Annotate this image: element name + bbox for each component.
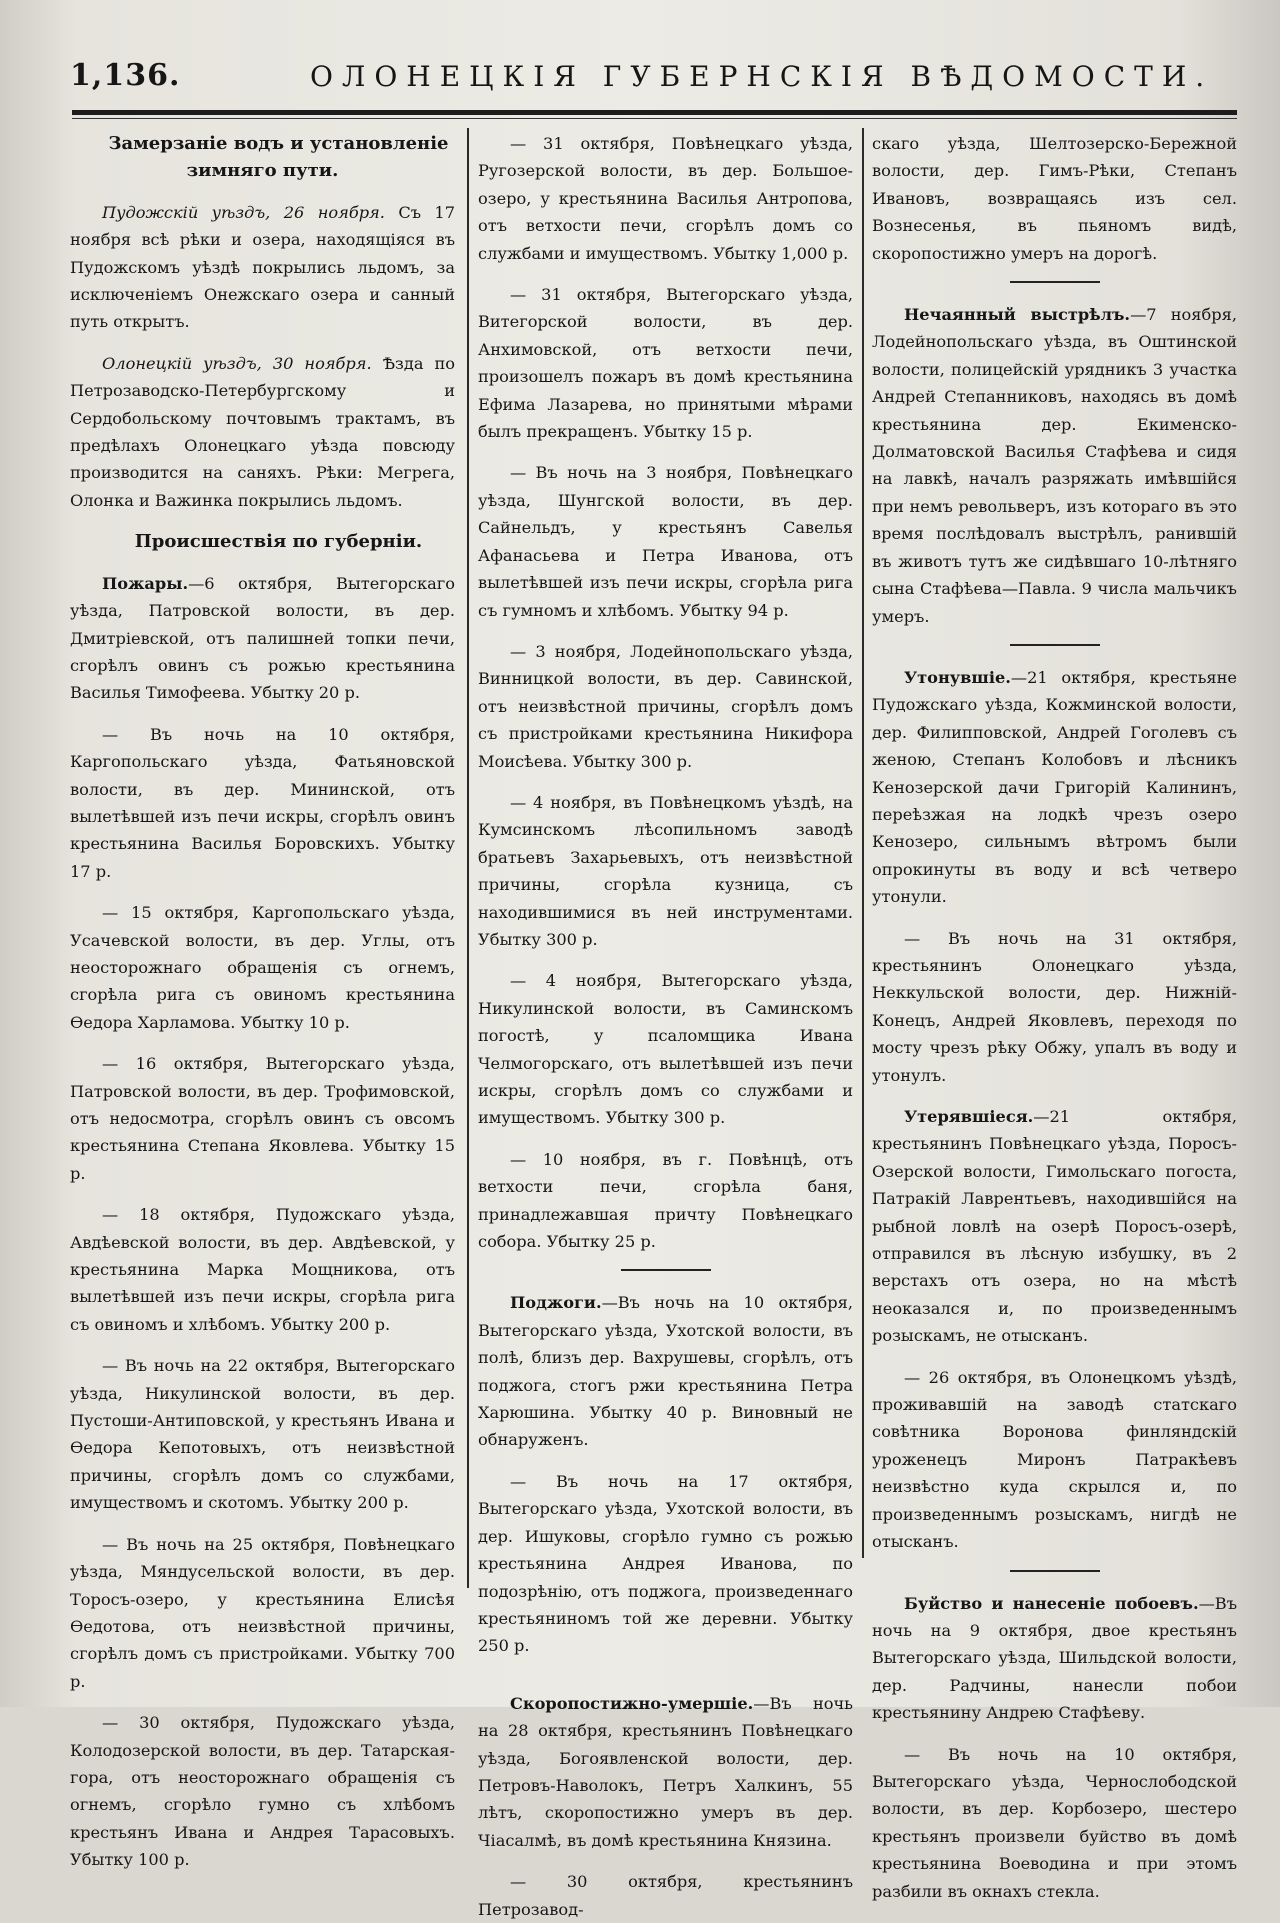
incident-item-continued: скаго уѣзда, Шелтозерско-Бережной волости, дер. Гимъ-Рѣки, Степанъ Ивановъ, возвращаясь изъ сел. Вознесенья, въ пьяномъ видѣ, скоропостижно умеръ на дорогѣ. bbox=[872, 134, 1237, 263]
incident-item bbox=[872, 1103, 1237, 1350]
column-divider-2 bbox=[862, 128, 864, 1558]
header-rule-thin bbox=[72, 118, 1237, 119]
section-heading-freeze: Замерзаніе водъ и установленіе зимняго пути. bbox=[108, 133, 449, 182]
incident-item: — Въ ночь на 22 октября, Вытегорскаго уѣзда, Никулинской волости, въ дер. Пустоши-Антиповской, у крестьянъ Ивана и Ѳедора Кепотовыхъ, отъ неизвѣстной причины, сгорѣлъ домъ со службами, имуществомъ и скотомъ. Убытку 200 р. bbox=[70, 1356, 455, 1513]
incident-item: — Въ ночь на 10 октября, Каргопольскаго уѣзда, Фатьяновской волости, въ дер. Мининской, отъ вылетѣвшей изъ печи искры, сгорѣлъ овинъ крестьянина Василья Боровскихъ. Убытку 17 р. bbox=[70, 724, 455, 881]
page-number: 1,136. bbox=[70, 58, 181, 93]
incident-text: —6 октября, Вытегорскаго уѣзда, Патровской волости, въ дер. Дмитріевской, отъ палишней топки печи, сгорѣлъ овинъ съ рожью крестьянина Василья Тимофеева. Убытку 20 р. bbox=[70, 573, 455, 703]
incident-item: — 30 октября, Пудожскаго уѣзда, Колодозерской волости, въ дер. Татарская-гора, отъ неосторожнаго обращенія съ огнемъ, сгорѣло гумно съ хлѣбомъ крестьянъ Ивана и Андрея Тарасовыхъ. Убытку 100 р. bbox=[70, 1713, 455, 1870]
masthead bbox=[70, 52, 1230, 102]
category-label: Утерявшіеся. bbox=[904, 1107, 1034, 1126]
incident-item bbox=[872, 1590, 1237, 1727]
incident-item: — Въ ночь на 17 октября, Вытегорскаго уѣзда, Ухотской волости, въ дер. Ишуковы, сгорѣло гумно съ рожью крестьянина Андрея Иванова, по подозрѣнію, отъ поджога, произведеннаго крестьяниномъ той же деревни. Убытку 250 р. bbox=[478, 1471, 853, 1656]
category-label: Буйство и нанесеніе побоевъ. bbox=[904, 1593, 1199, 1613]
incident-item: — Въ ночь на 10 октября, Вытегорскаго уѣзда, Чернослободской волости, въ дер. Корбозеро, шестеро крестьянъ произвели буйство въ домѣ крестьянина Воеводина и при этомъ разбили въ окнахъ стекла. bbox=[872, 1744, 1237, 1901]
spacer bbox=[478, 1674, 853, 1690]
incident-item: — 3 ноября, Лодейнопольскаго уѣзда, Винницкой волости, въ дер. Савинской, отъ неизвѣстной причины, сгорѣлъ домъ съ пристройками крестьянина Никифора Моисѣева. Убытку 300 р. bbox=[478, 641, 853, 771]
section-heading-incidents: Происшествія по губерніи. bbox=[134, 531, 423, 553]
incident-item: — 4 ноября, Вытегорскаго уѣзда, Никулинской волости, въ Саминскомъ погостѣ, у псаломщика Ивана Челмогорскаго, отъ вылетѣвшей изъ печи искры, сгорѣлъ домъ со службами и имуществомъ. Убытку 300 р. bbox=[478, 971, 853, 1128]
incident-item: — Въ ночь на 3 ноября, Повѣнецкаго уѣзда, Шунгской волости, въ дер. Сайнельдъ, у крестьянъ Савелья Афанасьева и Петра Иванова, отъ вылетѣвшей изъ печи искры, сгорѣла рига съ гумномъ и хлѣбомъ. Убытку 94 р. bbox=[478, 463, 853, 620]
incident-item: — 26 октября, въ Олонецкомъ уѣздѣ, проживавшій на заводѣ статскаго совѣтника Воронова финляндскій уроженецъ Миронъ Патракѣевъ неизвѣстно куда скрылся и, по произведеннымъ розыскамъ, нигдѣ не отысканъ. bbox=[872, 1367, 1237, 1552]
incident-item: — 31 октября, Вытегорскаго уѣзда, Витегорской волости, въ дер. Анхимовской, отъ ветхости печи, произошелъ пожаръ въ домѣ крестьянина Ефима Лазарева, но принятыми мѣрами былъ прекращенъ. Убытку 15 р. bbox=[478, 285, 853, 442]
category-label: Утонувшіе. bbox=[904, 667, 1011, 687]
incident-item bbox=[872, 301, 1237, 630]
incident-text: —Въ ночь на 10 октября, Вытегорскаго уѣзда, Ухотской волости, въ полѣ, близъ дер. Вахрушевы, сгорѣлъ, отъ поджога, стогъ ржи крестьянина Петра Харюшина. Убытку 40 р. Виновный не обнаруженъ. bbox=[478, 1293, 853, 1450]
incident-text: —Въ ночь на 9 октября, двое крестьянъ Вытегорскаго уѣзда, Шильдской волости, дер. Радчины, нанесли побои крестьянину Андрею Стафѣеву. bbox=[872, 1593, 1237, 1723]
incident-item: — Въ ночь на 31 октября, крестьянинъ Олонецкаго уѣзда, Неккульской волости, дер. Нижній-Конецъ, Андрей Яковлевъ, переходя по мосту чрезъ рѣку Обжу, упалъ въ воду и утонулъ. bbox=[872, 928, 1237, 1085]
column-divider-1 bbox=[467, 128, 469, 1588]
column-3 bbox=[872, 130, 1237, 1901]
category-label: Нечаянный выстрѣлъ. bbox=[904, 305, 1131, 325]
incident-item bbox=[872, 664, 1237, 911]
incident-text: —21 октября, крестьяне Пудожскаго уѣзда, Кожминской волости, дер. Филипповской, Андрей Гоголевъ съ женою, Степанъ Колобовъ и лѣсникъ Кенозерской дачи Григорій Калининъ, переѣзжая на лодкѣ чрезъ озеро Кенозеро, сильнымъ вѣтромъ были опрокинуты въ воду и всѣ четверо утонули. bbox=[872, 667, 1237, 907]
column-1 bbox=[70, 130, 456, 1870]
section-separator bbox=[621, 1269, 711, 1271]
section-separator bbox=[1010, 281, 1100, 283]
incident-item bbox=[478, 1289, 853, 1453]
incident-item: — 18 октября, Пудожскаго уѣзда, Авдѣевской волости, въ дер. Авдѣевской, у крестьянина Марка Мощникова, отъ вылетѣвшей изъ печи искры, сгорѣла рига съ овиномъ и хлѣбомъ. Убытку 200 р. bbox=[70, 1205, 455, 1334]
category-label: Пожары. bbox=[102, 573, 189, 593]
header-rule bbox=[72, 110, 1237, 115]
report-lead: Пудожскій уѣздъ, 26 ноября. bbox=[102, 202, 385, 222]
section-separator bbox=[1010, 1570, 1100, 1572]
report-olonets bbox=[70, 350, 455, 514]
incident-item: — Въ ночь на 25 октября, Повѣнецкаго уѣзда, Мяндусельской волости, въ дер. Торосъ-озеро, у крестьянина Елисѣя Ѳедотова, отъ неизвѣстной причины, сгорѣлъ домъ съ пристройками. Убытку 700 р. bbox=[70, 1534, 455, 1691]
incident-item bbox=[478, 1690, 853, 1854]
incident-text: —Въ ночь на 28 октября, крестьянинъ Повѣнецкаго уѣзда, Богоявленской волости, дер. Петровъ-Наволокъ, Петръ Халкинъ, 55 лѣтъ, скоропостижно умеръ въ дер. Чіасалмѣ, въ домѣ крестьянина Князина. bbox=[478, 1693, 853, 1850]
report-text: Съ 17 ноября всѣ рѣки и озера, находящіяся въ Пудожскомъ уѣздѣ покрылись льдомъ, за исключеніемъ Онежскаго озера и санный путь открытъ. bbox=[70, 202, 455, 332]
section-separator bbox=[1010, 644, 1100, 646]
journal-title: ОЛОНЕЦКІЯ ГУБЕРНСКІЯ ВѢДОМОСТИ. bbox=[310, 60, 1214, 93]
category-label: Скоропостижно-умершіе. bbox=[510, 1693, 754, 1713]
report-text: Ѣзда по Петрозаводско-Петербургскому и Сердобольскому почтовымъ трактамъ, въ предѣлахъ Олонецкаго уѣзда повсюду производится на саняхъ. Рѣки: Мегрега, Олонка и Важинка покрылись льдомъ. bbox=[70, 353, 456, 510]
category-label: Поджоги. bbox=[510, 1293, 602, 1313]
incident-item: — 16 октября, Вытегорскаго уѣзда, Патровской волости, въ дер. Трофимовской, отъ недосмотра, сгорѣлъ овинъ съ овсомъ крестьянина Степана Яковлева. Убытку 15 р. bbox=[70, 1054, 455, 1183]
report-pudozh bbox=[70, 199, 455, 336]
incident-item: — 4 ноября, въ Повѣнецкомъ уѣздѣ, на Кумсинскомъ лѣсопильномъ заводѣ братьевъ Захарьевыхъ, отъ неизвѣстной причины, сгорѣла кузница, съ находившимися въ ней инструментами. Убытку 300 р. bbox=[478, 792, 853, 949]
column-2 bbox=[478, 130, 853, 1919]
report-lead: Олонецкій уѣздъ, 30 ноября. bbox=[102, 353, 372, 373]
incident-text: —21 октября, крестьянинъ Повѣнецкаго уѣзда, Поросъ-Озерской волости, Гимольскаго погоста, Патракій Лаврентьевъ, находившійся на рыбной ловлѣ на озерѣ Поросъ-озерѣ, отправился въ лѣсную избушку, въ 2 верстахъ отъ озера, но на мѣстѣ неоказался и, по произведеннымъ розыскамъ, не отысканъ. bbox=[872, 1107, 1237, 1346]
incident-item: — 15 октября, Каргопольскаго уѣзда, Усачевской волости, въ дер. Углы, отъ неосторожнаго обращенія съ огнемъ, сгорѣла рига съ овиномъ крестьянина Ѳедора Харламова. Убытку 10 р. bbox=[70, 903, 455, 1032]
incident-item: — 31 октября, Повѣнецкаго уѣзда, Ругозерской волости, въ дер. Большое-озеро, у крестьянина Василья Антропова, отъ ветхости печи, сгорѣлъ домъ со службами и имуществомъ. Убытку 1,000 р. bbox=[478, 134, 853, 263]
incident-item bbox=[70, 570, 455, 707]
incident-text: —7 ноября, Лодейнопольскаго уѣзда, въ Оштинской волости, полицейскій урядникъ 3 участка Андрей Степанниковъ, находясь въ домѣ крестьянина дер. Екименско-Долматовской Василья Стафѣева и сидя на лавкѣ, началъ разряжать имѣвшійся при немъ револьверъ, изъ котораго въ это время послѣдовалъ выстрѣлъ, ранившій въ животъ тутъ же сидѣвшаго 10-лѣтняго сына Стафѣева—Павла. 9 числа мальчикъ умеръ. bbox=[872, 305, 1237, 626]
incident-item: — 10 ноября, въ г. Повѣнцѣ, отъ ветхости печи, сгорѣла баня, принадлежавшая причту Повѣнецкаго собора. Убытку 25 р. bbox=[478, 1149, 853, 1252]
incident-item: — 30 октября, крестьянинъ Петрозавод- bbox=[478, 1872, 853, 1919]
